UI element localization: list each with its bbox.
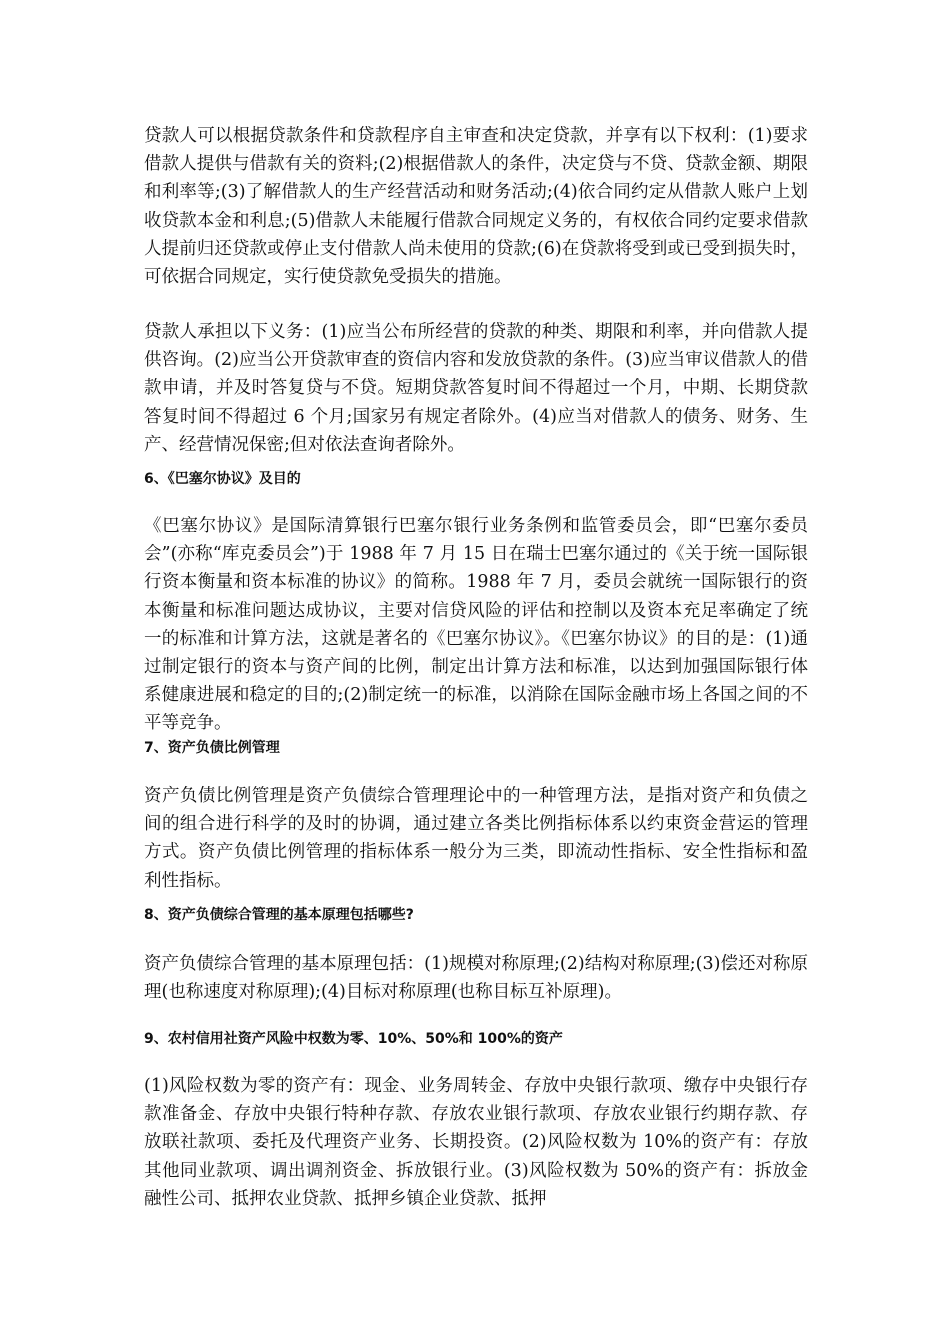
paragraph-lender-rights: 贷款人可以根据贷款条件和贷款程序自主审查和决定贷款，并享有以下权利：(1)要求借款人提供与借款有关的资料;(2)根据借款人的条件，决定贷与不贷、贷款金额、期限和利率等;(3)了解借款人的生产经营活动和财务活动;(4)依合同约定从借款人账户上划收贷款本金和利息;(5)借款人未能履行借款合同规定义务的，有权依合同约定要求借款人提前归还贷款或停止支付借款人尚未使用的贷款;(6)在贷款将受到或已受到损失时，可依据合同规定，实行使贷款免受损失的措施。 xyxy=(144,126,808,288)
paragraph-basel-accord: 《巴塞尔协议》是国际清算银行巴塞尔银行业务条例和监管委员会，即“巴塞尔委员会”(亦称“库克委员会”)于 1988 年 7 月 15 日在瑞士巴塞尔通过的《关于统一国际银行资本衡量和资本标准的协议》的简称。1988 年 7 月，委员会就统一国际银行的资本衡量和标准问题达成协议，主要对信贷风险的评估和控制以及资本充足率确定了统一的标准和计算方法，这就是著名的《巴塞尔协议》。《巴塞尔协议》的目的是：(1)通过制定银行的资本与资产间的比例，制定出计算方法和标准，以达到加强国际银行体系健康进展和稳定的目的;(2)制定统一的标准，以消除在国际金融市场上各国之间的不平等竞争。 xyxy=(144,516,808,734)
heading-alm-principles: 8、资产负债综合管理的基本原理包括哪些? xyxy=(144,907,414,923)
heading-asset-liability-ratio: 7、资产负债比例管理 xyxy=(144,740,280,756)
heading-risk-weights: 9、农村信用社资产风险中权数为零、10%、50%和 100%的资产 xyxy=(144,1031,563,1047)
paragraph-risk-weights: (1)风险权数为零的资产有：现金、业务周转金、存放中央银行款项、缴存中央银行存款准备金、存放中央银行特种存款、存放农业银行款项、存放农业银行约期存款、存放联社款项、委托及代理资产业务、长期投资。(2)风险权数为 10%的资产有：存放其他同业款项、调出调剂资金、拆放银行业。(3)风险权数为 50%的资产有：拆放金融性公司、抵押农业贷款、抵押乡镇企业贷款、抵押 xyxy=(144,1076,808,1209)
paragraph-lender-obligations: 贷款人承担以下义务：(1)应当公布所经营的贷款的种类、期限和利率，并向借款人提供咨询。(2)应当公开贷款审查的资信内容和发放贷款的条件。(3)应当审议借款人的借款申请，并及时答复贷与不贷。短期贷款答复时间不得超过一个月，中期、长期贷款答复时间不得超过 6 个月;国家另有规定者除外。(4)应当对借款人的债务、财务、生产、经营情况保密;但对依法查询者除外。 xyxy=(144,322,808,455)
paragraph-asset-liability-ratio: 资产负债比例管理是资产负债综合管理理论中的一种管理方法，是指对资产和负债之间的组合进行科学的及时的协调，通过建立各类比例指标体系以约束资金营运的管理方式。资产负债比例管理的指标体系一般分为三类，即流动性指标、安全性指标和盈利性指标。 xyxy=(144,786,808,891)
paragraph-alm-principles: 资产负债综合管理的基本原理包括：(1)规模对称原理;(2)结构对称原理;(3)偿还对称原理(也称速度对称原理);(4)目标对称原理(也称目标互补原理)。 xyxy=(144,954,808,1003)
heading-basel-accord: 6、《巴塞尔协议》及目的 xyxy=(144,471,301,487)
